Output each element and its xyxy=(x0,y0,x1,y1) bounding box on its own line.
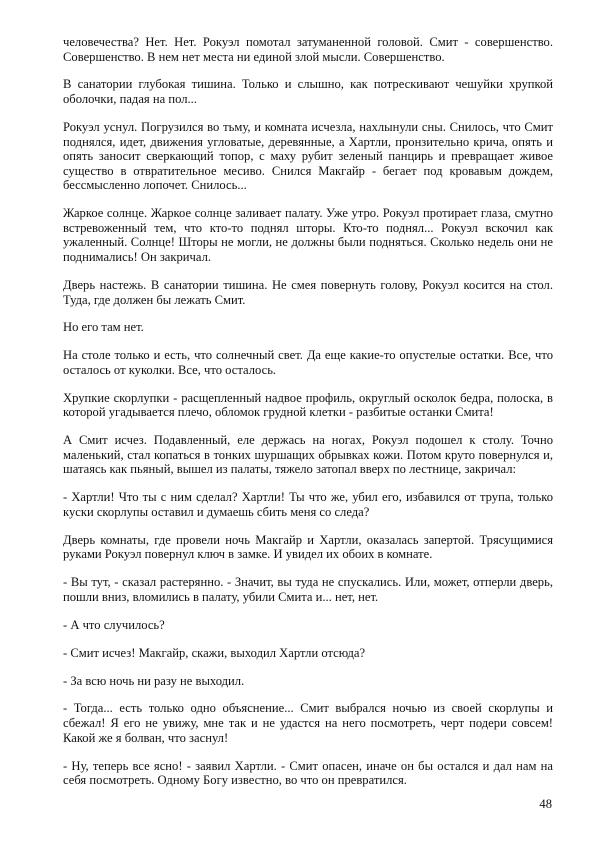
paragraph: - Тогда... есть только одно объяснение... Смит выбрался ночью из своей скорлупы и сбежал! Я его не увижу, мне так и не удастся на него посмотреть, черт подери совсем! Какой же я болван, что заснул! xyxy=(63,701,553,745)
paragraph: - Вы тут, - сказал растерянно. - Значит, вы туда не спускались. Или, может, отперли дверь, пошли вниз, вломились в палату, убили Смита и... нет, нет. xyxy=(63,575,553,604)
paragraph: Дверь настежь. В санатории тишина. Не смея повернуть голову, Рокуэл косится на стол. Туда, где должен бы лежать Смит. xyxy=(63,277,553,307)
paragraph: На столе только и есть, что солнечный свет. Да еще какие-то опустелые остатки. Все, что осталось от куколки. Все, что осталось. xyxy=(63,348,553,377)
paragraph: - Смит исчез! Макгайр, скажи, выходил Хартли отсюда? xyxy=(63,645,366,660)
paragraph: В санатории глубокая тишина. Только и слышно, как потрескивают чешуйки хрупкой оболочки, падая на пол... xyxy=(63,77,553,107)
paragraph: - За всю ночь ни разу не выходил. xyxy=(63,673,245,688)
page-number: 48 xyxy=(539,797,552,811)
paragraph: Дверь комнаты, где провели ночь Макгайр и Хартли, оказалась запертой. Трясущимися руками Рокуэл повернул ключ в замке. И увидел их обоих в комнате. xyxy=(63,532,553,562)
page-body xyxy=(63,35,553,801)
paragraph: Жаркое солнце. Жаркое солнце заливает палату. Уже утро. Рокуэл протирает глаза, смутно встревоженный тем, что кто-то поднял шторы. Кто-то поднял... Рокуэл вскочил как ужаленный. Солнце! Шторы не могли, не должны были подняться. Сколько недель они не поднимались! Он закричал. xyxy=(63,206,553,265)
paragraph: Рокуэл уснул. Погрузился во тьму, и комната исчезла, нахлынули сны. Снилось, что Смит поднялся, идет, движения угловатые, деревянные, а Хартли, пронзительно крича, опять и опять заносит сверкающий топор, с маху рубит зеленый панцирь и превращает живое существо в отвратительное месиво. Снился Макгайр - бегает под кровавым дождем, бессмысленно лопочет. Снилось... xyxy=(63,119,553,193)
paragraph: - Ну, теперь все ясно! - заявил Хартли. - Смит опасен, иначе он бы остался и дал нам на себя посмотреть. Одному Богу известно, во что он превратился. xyxy=(63,758,553,788)
paragraph: А Смит исчез. Подавленный, еле держась на ногах, Рокуэл подошел к столу. Точно маленький, стал копаться в тонких шуршащих обрывках кожи. Потом круто повернулся и, шатаясь как пьяный, вышел из палаты, тяжело затопал вверх по лестнице, закричал: xyxy=(63,433,553,477)
paragraph: человечества? Нет. Нет. Рокуэл помотал затуманенной головой. Смит - совершенство. Совершенство. В нем нет места ни единой злой мысли. Совершенство. xyxy=(63,35,553,64)
paragraph: - Хартли! Что ты с ним сделал? Хартли! Ты что же, убил его, избавился от трупа, только куски скорлупы оставил и думаешь сбить меня со следа? xyxy=(63,490,553,519)
paragraph: Но его там нет. xyxy=(63,320,144,335)
paragraph: Хрупкие скорлупки - расщепленный надвое профиль, округлый осколок бедра, полоска, в которой угадывается плечо, обломок грудной клетки - разбитые останки Смита! xyxy=(63,390,553,420)
paragraph: - А что случилось? xyxy=(63,617,165,632)
